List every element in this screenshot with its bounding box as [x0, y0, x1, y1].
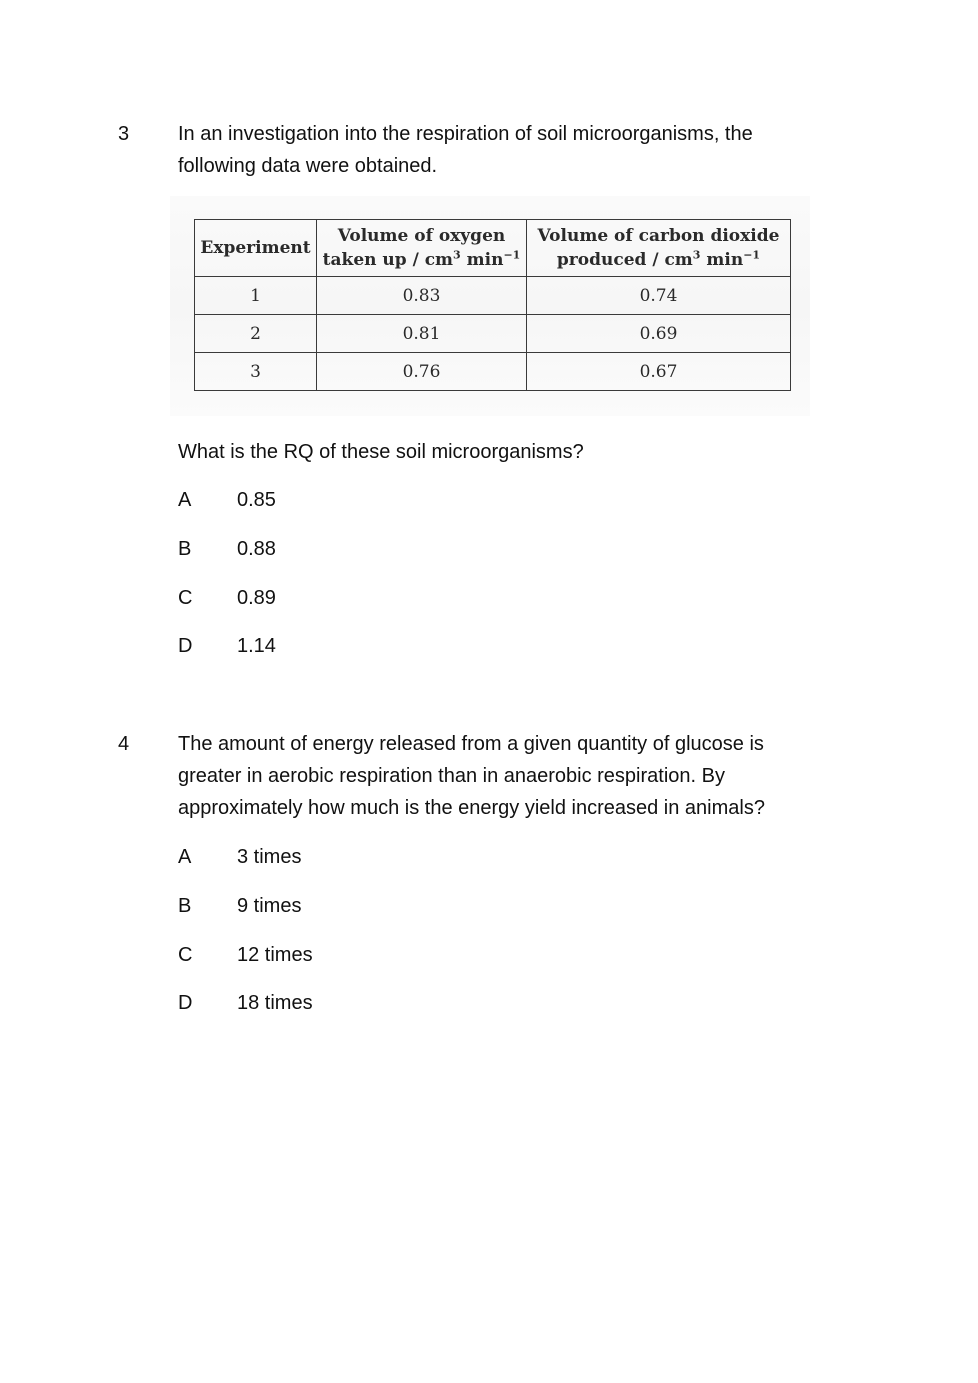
cell-experiment: 2	[195, 315, 317, 353]
cell-co2: 0.74	[527, 277, 791, 315]
header-oxygen-unit-start: taken up / cm	[322, 250, 454, 270]
option-value: 0.85	[237, 489, 276, 511]
question-4-stem	[178, 728, 818, 824]
header-co2	[527, 220, 791, 277]
header-experiment	[195, 220, 317, 277]
option-letter: C	[178, 587, 193, 609]
table-header-row	[195, 220, 791, 277]
header-oxygen-line-2	[317, 248, 526, 272]
option-letter: B	[178, 895, 192, 917]
table-row	[195, 353, 791, 391]
option-letter: B	[178, 538, 192, 560]
header-co2-line-2	[527, 248, 790, 272]
header-oxygen-sup-1: 3	[453, 248, 461, 262]
question-3-option-a[interactable]	[178, 486, 276, 514]
option-value: 1.14	[237, 635, 276, 657]
option-letter: D	[178, 992, 193, 1014]
header-experiment-label: Experiment	[200, 238, 311, 258]
option-letter: C	[178, 944, 193, 966]
question-3-number: 3	[118, 123, 130, 145]
table-row	[195, 277, 791, 315]
header-oxygen	[317, 220, 527, 277]
cell-oxygen: 0.81	[317, 315, 527, 353]
cell-co2: 0.67	[527, 353, 791, 391]
cell-experiment: 1	[195, 277, 317, 315]
question-3-option-c[interactable]	[178, 584, 276, 612]
header-co2-sup-2: −1	[743, 248, 761, 262]
option-letter: A	[178, 489, 192, 511]
option-value: 12 times	[237, 944, 313, 966]
cell-oxygen: 0.76	[317, 353, 527, 391]
question-3-prompt: What is the RQ of these soil microorganisms?	[178, 441, 584, 463]
header-oxygen-unit: min	[460, 250, 504, 270]
option-value: 18 times	[237, 992, 313, 1014]
option-value: 0.88	[237, 538, 276, 560]
option-letter: D	[178, 635, 193, 657]
header-co2-unit-start: produced / cm	[556, 250, 693, 270]
option-value: 0.89	[237, 587, 276, 609]
question-4-stem-line-2: greater in aerobic respiration than in anaerobic respiration. By	[178, 765, 725, 787]
option-value: 9 times	[237, 895, 302, 917]
cell-experiment: 3	[195, 353, 317, 391]
question-4-option-a[interactable]	[178, 843, 301, 871]
cell-co2: 0.69	[527, 315, 791, 353]
question-3-stem-line-1: In an investigation into the respiration of soil microorganisms, the	[178, 123, 753, 145]
question-4-option-b[interactable]	[178, 892, 301, 920]
header-co2-line-1: Volume of carbon dioxide	[537, 226, 780, 246]
question-3-stem-line-2: following data were obtained.	[178, 155, 438, 177]
question-3-stem	[178, 118, 818, 182]
respiration-data-table	[194, 219, 791, 391]
header-co2-unit: min	[700, 250, 744, 270]
question-3-option-d[interactable]	[178, 632, 276, 660]
table-row	[195, 315, 791, 353]
question-4-option-d[interactable]	[178, 989, 313, 1017]
header-oxygen-line-1: Volume of oxygen	[337, 226, 506, 246]
question-4-stem-line-1: The amount of energy released from a given quantity of glucose is	[178, 733, 764, 755]
header-co2-sup-1: 3	[692, 248, 701, 262]
question-4-stem-line-3: approximately how much is the energy yield increased in animals?	[178, 797, 765, 819]
question-3-option-b[interactable]	[178, 535, 276, 563]
cell-oxygen: 0.83	[317, 277, 527, 315]
question-4-option-c[interactable]	[178, 941, 313, 969]
question-4-number: 4	[118, 733, 130, 755]
option-value: 3 times	[237, 846, 302, 868]
header-oxygen-sup-2: −1	[503, 248, 521, 262]
option-letter: A	[178, 846, 192, 868]
